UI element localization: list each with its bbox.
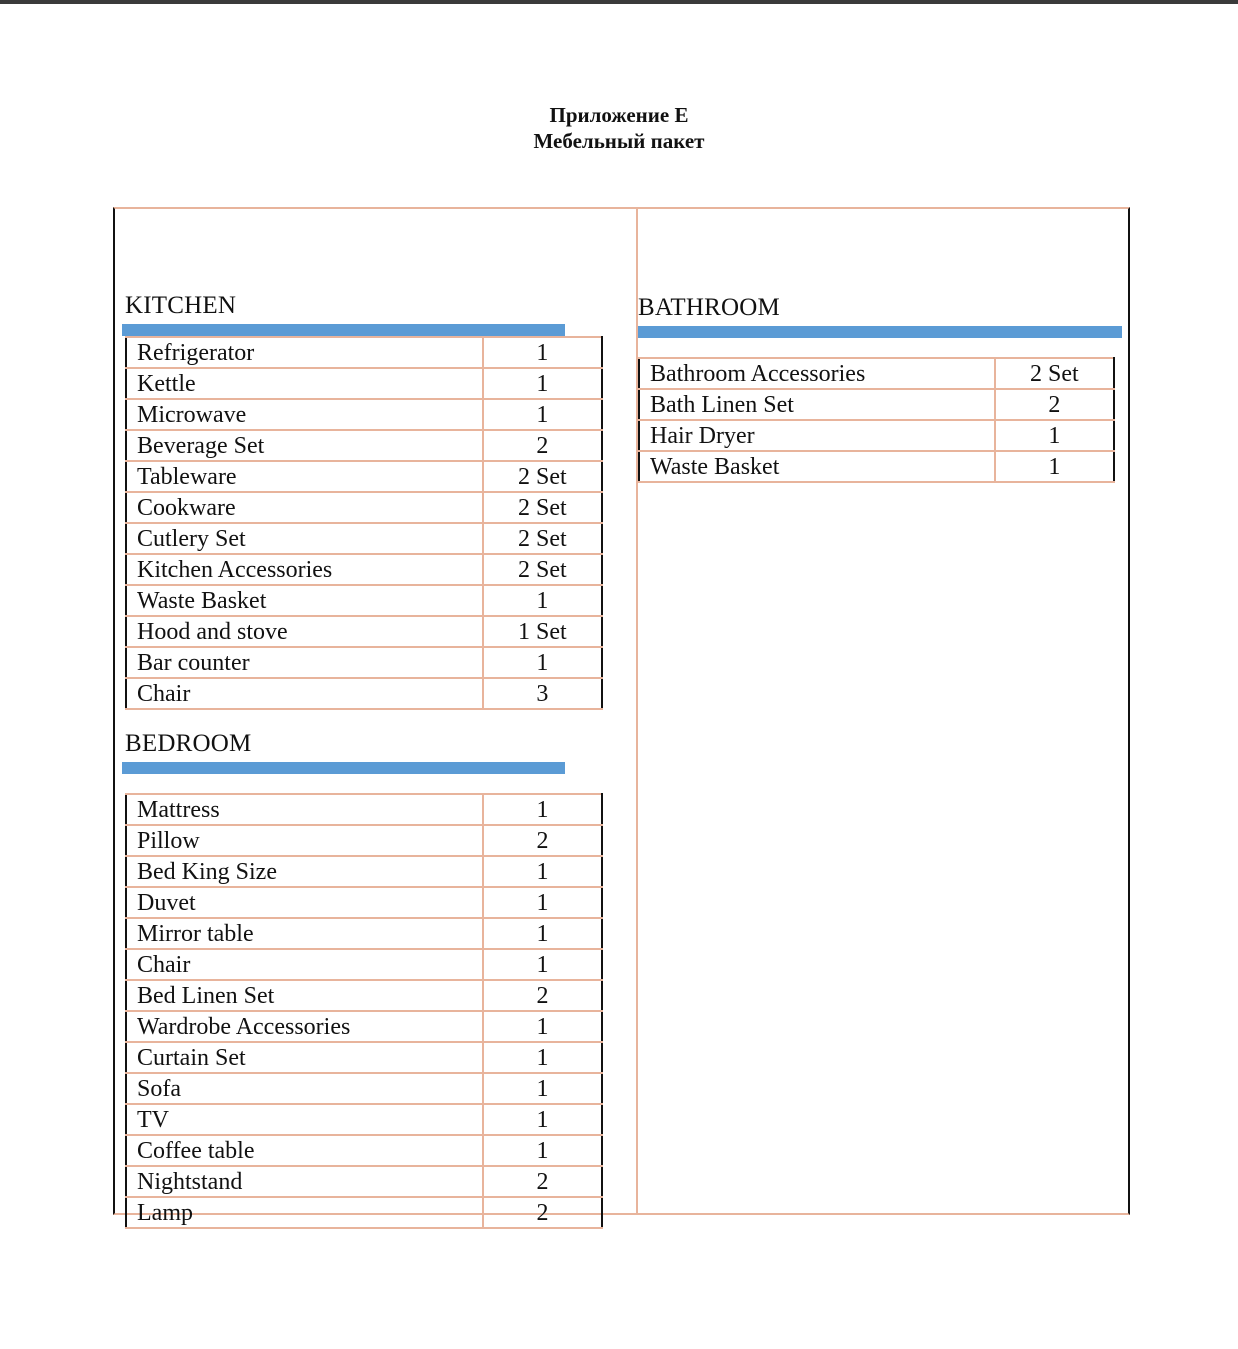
table-row — [126, 1011, 602, 1042]
table-row — [126, 678, 602, 709]
item-quantity: 1 — [483, 1042, 602, 1073]
table-row — [639, 451, 1114, 482]
item-name: Waste Basket — [126, 585, 483, 616]
item-name: TV — [126, 1104, 483, 1135]
document-title-line2: Мебельный пакет — [533, 129, 705, 153]
table-row — [639, 420, 1114, 451]
item-name: Chair — [126, 678, 483, 709]
item-name: Nightstand — [126, 1166, 483, 1197]
item-quantity: 1 — [483, 918, 602, 949]
table-row — [126, 585, 602, 616]
item-name: Bed Linen Set — [126, 980, 483, 1011]
item-name: Kettle — [126, 368, 483, 399]
table-row — [126, 980, 602, 1011]
item-quantity: 1 — [483, 337, 602, 368]
item-quantity: 1 — [483, 1011, 602, 1042]
item-quantity: 2 — [483, 1197, 602, 1228]
table-row — [126, 856, 602, 887]
table-row — [126, 554, 602, 585]
item-quantity: 2 Set — [483, 461, 602, 492]
table-row — [126, 368, 602, 399]
table-row — [126, 1197, 602, 1228]
item-name: Bar counter — [126, 647, 483, 678]
item-name: Coffee table — [126, 1135, 483, 1166]
item-quantity: 1 — [483, 1073, 602, 1104]
item-quantity: 3 — [483, 678, 602, 709]
item-quantity: 1 — [995, 451, 1114, 482]
table-row — [639, 389, 1114, 420]
item-name: Cookware — [126, 492, 483, 523]
item-quantity: 2 — [995, 389, 1114, 420]
document-title-line1: Приложение Е — [549, 103, 689, 127]
item-quantity: 1 — [483, 856, 602, 887]
item-name: Mattress — [126, 794, 483, 825]
bedroom-heading: BEDROOM — [125, 730, 252, 757]
table-row — [126, 794, 602, 825]
item-quantity: 1 — [483, 887, 602, 918]
item-name: Duvet — [126, 887, 483, 918]
table-row — [126, 616, 602, 647]
table-row — [126, 492, 602, 523]
item-name: Bath Linen Set — [639, 389, 995, 420]
item-name: Hood and stove — [126, 616, 483, 647]
item-quantity: 1 — [483, 1135, 602, 1166]
item-name: Hair Dryer — [639, 420, 995, 451]
kitchen-heading-bar — [122, 324, 565, 336]
table-row — [126, 1166, 602, 1197]
table-row — [126, 825, 602, 856]
item-name: Bathroom Accessories — [639, 358, 995, 389]
bathroom-items-table — [638, 357, 1115, 483]
table-row — [126, 918, 602, 949]
item-quantity: 2 — [483, 1166, 602, 1197]
item-quantity: 1 — [483, 794, 602, 825]
table-row — [126, 647, 602, 678]
table-row — [126, 430, 602, 461]
item-quantity: 1 — [483, 1104, 602, 1135]
item-quantity: 1 — [483, 399, 602, 430]
table-row — [126, 461, 602, 492]
bedroom-items-table — [125, 793, 603, 1229]
item-name: Wardrobe Accessories — [126, 1011, 483, 1042]
kitchen-items-table — [125, 336, 603, 710]
item-quantity: 1 — [995, 420, 1114, 451]
item-name: Chair — [126, 949, 483, 980]
item-quantity: 2 Set — [483, 554, 602, 585]
item-quantity: 2 Set — [483, 523, 602, 554]
table-row — [639, 358, 1114, 389]
item-quantity: 1 — [483, 585, 602, 616]
item-quantity: 2 Set — [483, 492, 602, 523]
kitchen-items-body — [126, 337, 602, 709]
table-row — [126, 1104, 602, 1135]
item-name: Sofa — [126, 1073, 483, 1104]
item-name: Bed King Size — [126, 856, 483, 887]
bathroom-heading: BATHROOM — [638, 294, 780, 321]
item-name: Cutlery Set — [126, 523, 483, 554]
kitchen-heading: KITCHEN — [125, 292, 237, 319]
item-name: Waste Basket — [639, 451, 995, 482]
table-row — [126, 1073, 602, 1104]
item-quantity: 2 — [483, 825, 602, 856]
item-quantity: 2 — [483, 980, 602, 1011]
bathroom-items-body — [639, 358, 1114, 482]
item-quantity: 1 — [483, 647, 602, 678]
item-quantity: 1 Set — [483, 616, 602, 647]
item-name: Pillow — [126, 825, 483, 856]
document-title — [0, 102, 1238, 154]
item-quantity: 1 — [483, 949, 602, 980]
table-row — [126, 1042, 602, 1073]
item-name: Tableware — [126, 461, 483, 492]
item-name: Kitchen Accessories — [126, 554, 483, 585]
item-quantity: 1 — [483, 368, 602, 399]
item-name: Mirror table — [126, 918, 483, 949]
table-row — [126, 337, 602, 368]
item-name: Microwave — [126, 399, 483, 430]
bedroom-heading-bar — [122, 762, 565, 774]
item-name: Refrigerator — [126, 337, 483, 368]
table-row — [126, 887, 602, 918]
table-row — [126, 949, 602, 980]
table-row — [126, 399, 602, 430]
item-quantity: 2 Set — [995, 358, 1114, 389]
item-quantity: 2 — [483, 430, 602, 461]
bedroom-items-body — [126, 794, 602, 1228]
table-row — [126, 523, 602, 554]
item-name: Lamp — [126, 1197, 483, 1228]
top-rule — [0, 0, 1238, 4]
item-name: Curtain Set — [126, 1042, 483, 1073]
table-row — [126, 1135, 602, 1166]
bathroom-heading-bar — [638, 326, 1122, 338]
item-name: Beverage Set — [126, 430, 483, 461]
